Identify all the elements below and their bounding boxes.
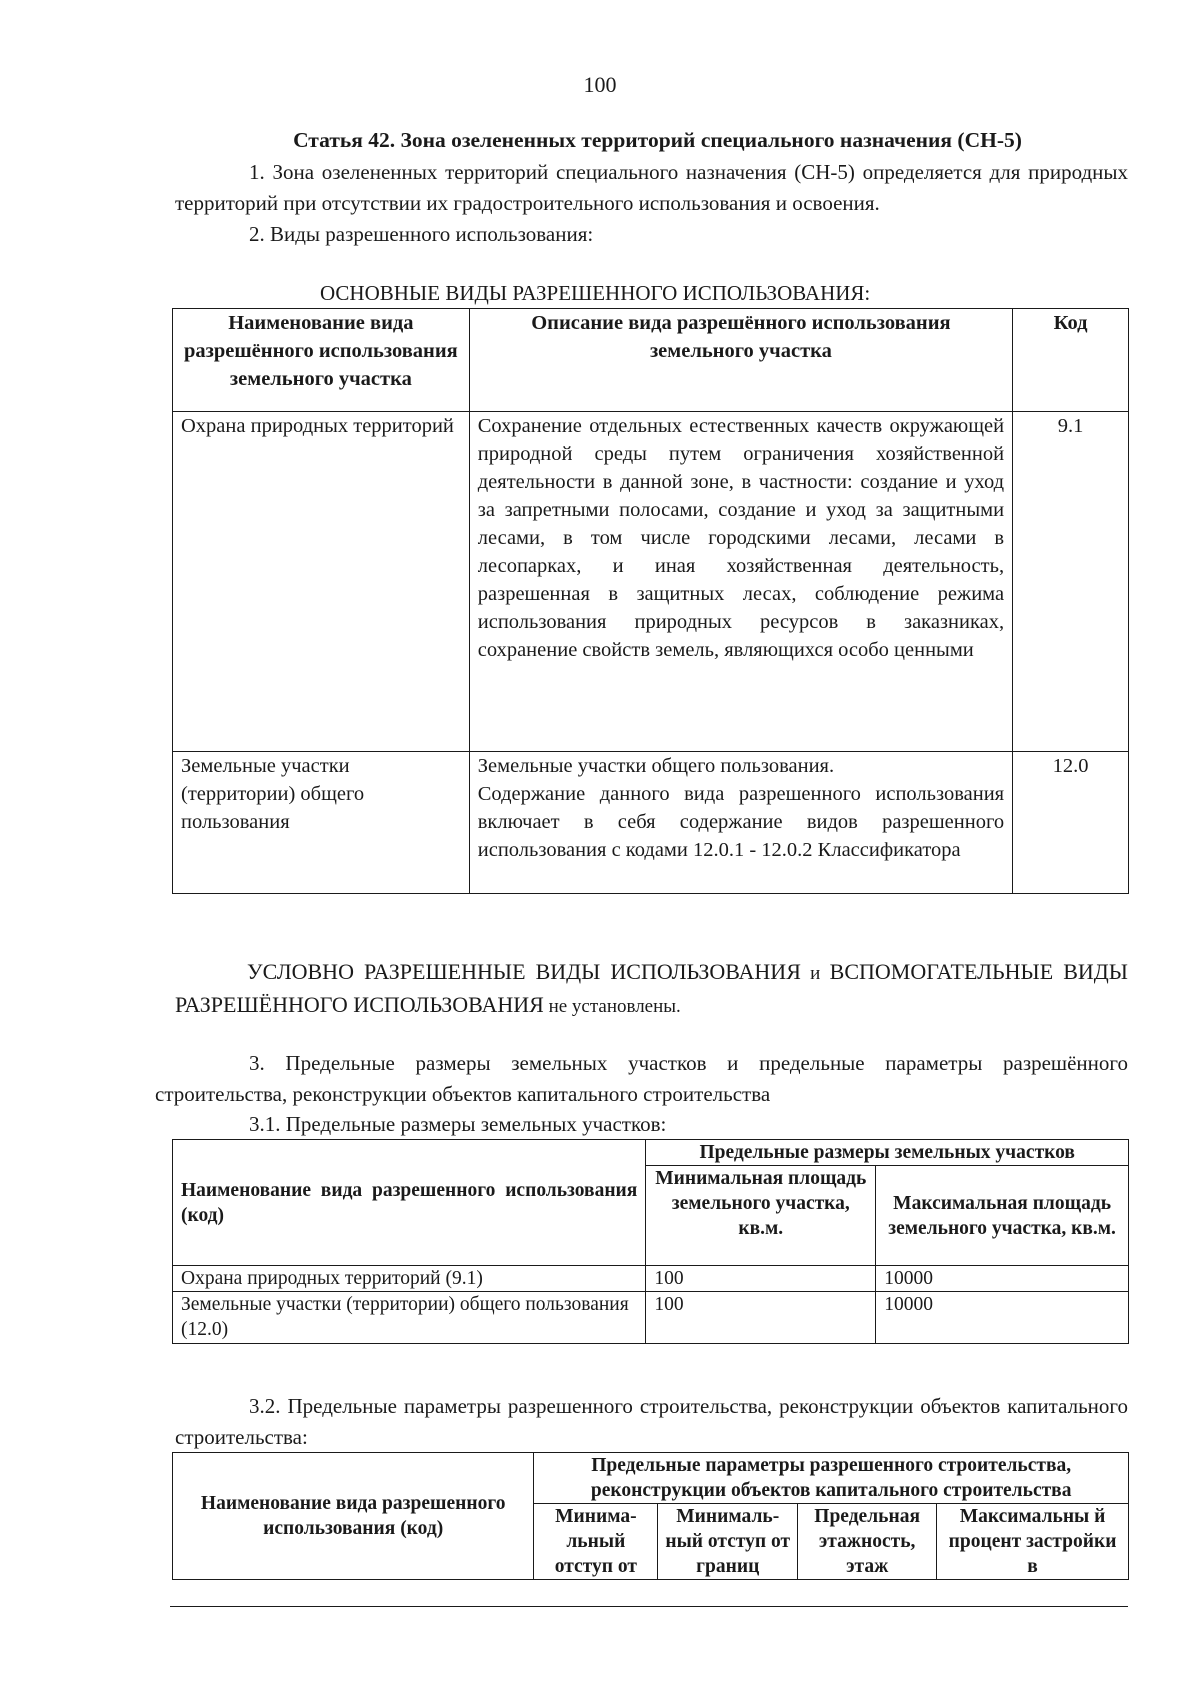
conditional-uses-note <box>175 956 1128 1022</box>
page-number: 100 <box>583 72 617 97</box>
conditional-caps: УСЛОВНО РАЗРЕШЕННЫЕ ВИДЫ ИСПОЛЬЗОВАНИЯ <box>247 959 801 984</box>
use-name: Земельные участки (территории) общего пользования <box>173 752 470 894</box>
conditional-caps2: ВСПОМОГАТЕЛЬНЫЕ ВИДЫ РАЗРЕШЁННОГО ИСПОЛЬЗОВАНИЯ <box>175 959 1128 1017</box>
paragraph-3-1: 3.1. Предельные размеры земельных участков: <box>249 1112 667 1136</box>
sizes-row-name: Земельные участки (территории) общего пользования (12.0) <box>173 1292 646 1344</box>
min-area-header: Минимальная площадь земельного участка, кв.м. <box>646 1166 876 1266</box>
sizes-row-min: 100 <box>646 1292 876 1344</box>
page-bottom-rule <box>170 1606 1128 1607</box>
article-title: Статья 42. Зона озелененных территорий специального назначения (СН-5) <box>293 128 1022 152</box>
sizes-row-name: Охрана природных территорий (9.1) <box>173 1266 646 1292</box>
table-row <box>173 412 1129 752</box>
min-setback-header: Минима-льный отступ от <box>534 1504 658 1580</box>
params-name-header: Наименование вида разрешенного использования (код) <box>173 1453 534 1580</box>
table-row <box>173 1266 1129 1292</box>
params-group-header: Предельные параметры разрешенного строительства, реконструкции объектов капитального строительства <box>534 1453 1129 1504</box>
use-description-line1: Земельные участки общего пользования. <box>477 755 835 777</box>
main-uses-heading: ОСНОВНЫЕ ВИДЫ РАЗРЕШЕННОГО ИСПОЛЬЗОВАНИЯ: <box>320 281 871 305</box>
use-description <box>469 752 1012 894</box>
use-code: 12.0 <box>1013 752 1129 894</box>
plot-sizes-table <box>172 1139 1129 1344</box>
table-row <box>173 752 1129 894</box>
use-description-line2: Содержание данного вида разрешенного использования включает в себя содержание видов разрешенного использования с кодами 12.0.1 - 12.0.2 Классификатора <box>477 783 1005 861</box>
sizes-group-row <box>173 1140 1129 1166</box>
sizes-group-header: Предельные размеры земельных участков <box>646 1140 1129 1166</box>
header-name: Наименование вида разрешённого использования земельного участка <box>173 309 470 412</box>
min-border-setback-header: Минималь-ный отступ от границ <box>658 1504 798 1580</box>
use-code: 9.1 <box>1013 412 1129 752</box>
table-row <box>173 1292 1129 1344</box>
max-coverage-header: Максимальны й процент застройки в <box>937 1504 1129 1580</box>
sizes-name-header: Наименование вида разрешенного использования (код) <box>173 1140 646 1266</box>
conditional-and: и <box>800 963 830 984</box>
max-area-header: Максимальная площадь земельного участка, кв.м. <box>876 1166 1129 1266</box>
main-uses-table <box>172 308 1129 894</box>
sizes-row-max: 10000 <box>876 1266 1129 1292</box>
main-uses-header-row <box>173 309 1129 412</box>
use-name: Охрана природных территорий <box>173 412 470 752</box>
params-group-row <box>173 1453 1129 1504</box>
build-params-table <box>172 1452 1129 1580</box>
header-description: Описание вида разрешённого использования земельного участка <box>469 309 1012 412</box>
conditional-tail: не установлены. <box>543 996 681 1017</box>
use-description: Сохранение отдельных естественных качеств окружающей природной среды путем ограничения хозяйственной деятельности в данной зоне, в частности: создание и уход за запретными полосами, создание и уход за защитными лесами, в том числе городскими лесами, лесами в лесопарках, и иная хозяйственная деятельность, разрешенная в защитных лесах, соблюдение режима использования природных ресурсов в заказниках, сохранение свойств земель, являющихся особо ценными <box>469 412 1012 752</box>
sizes-row-min: 100 <box>646 1266 876 1292</box>
max-floors-header: Предельная этажность, этаж <box>798 1504 937 1580</box>
sizes-row-max: 10000 <box>876 1292 1129 1344</box>
paragraph-2: 2. Виды разрешенного использования: <box>249 222 594 246</box>
paragraph-3-2: 3.2. Предельные параметры разрешенного строительства, реконструкции объектов капитального строительства: <box>175 1394 1128 1449</box>
paragraph-3: 3. Предельные размеры земельных участков и предельные параметры разрешённого строительства, реконструкции объектов капитального строительства <box>155 1051 1128 1106</box>
header-code: Код <box>1013 309 1129 412</box>
paragraph-1: 1. Зона озелененных территорий специального назначения (СН-5) определяется для природных территорий при отсутствии их градостроительного использования и освоения. <box>175 160 1128 215</box>
